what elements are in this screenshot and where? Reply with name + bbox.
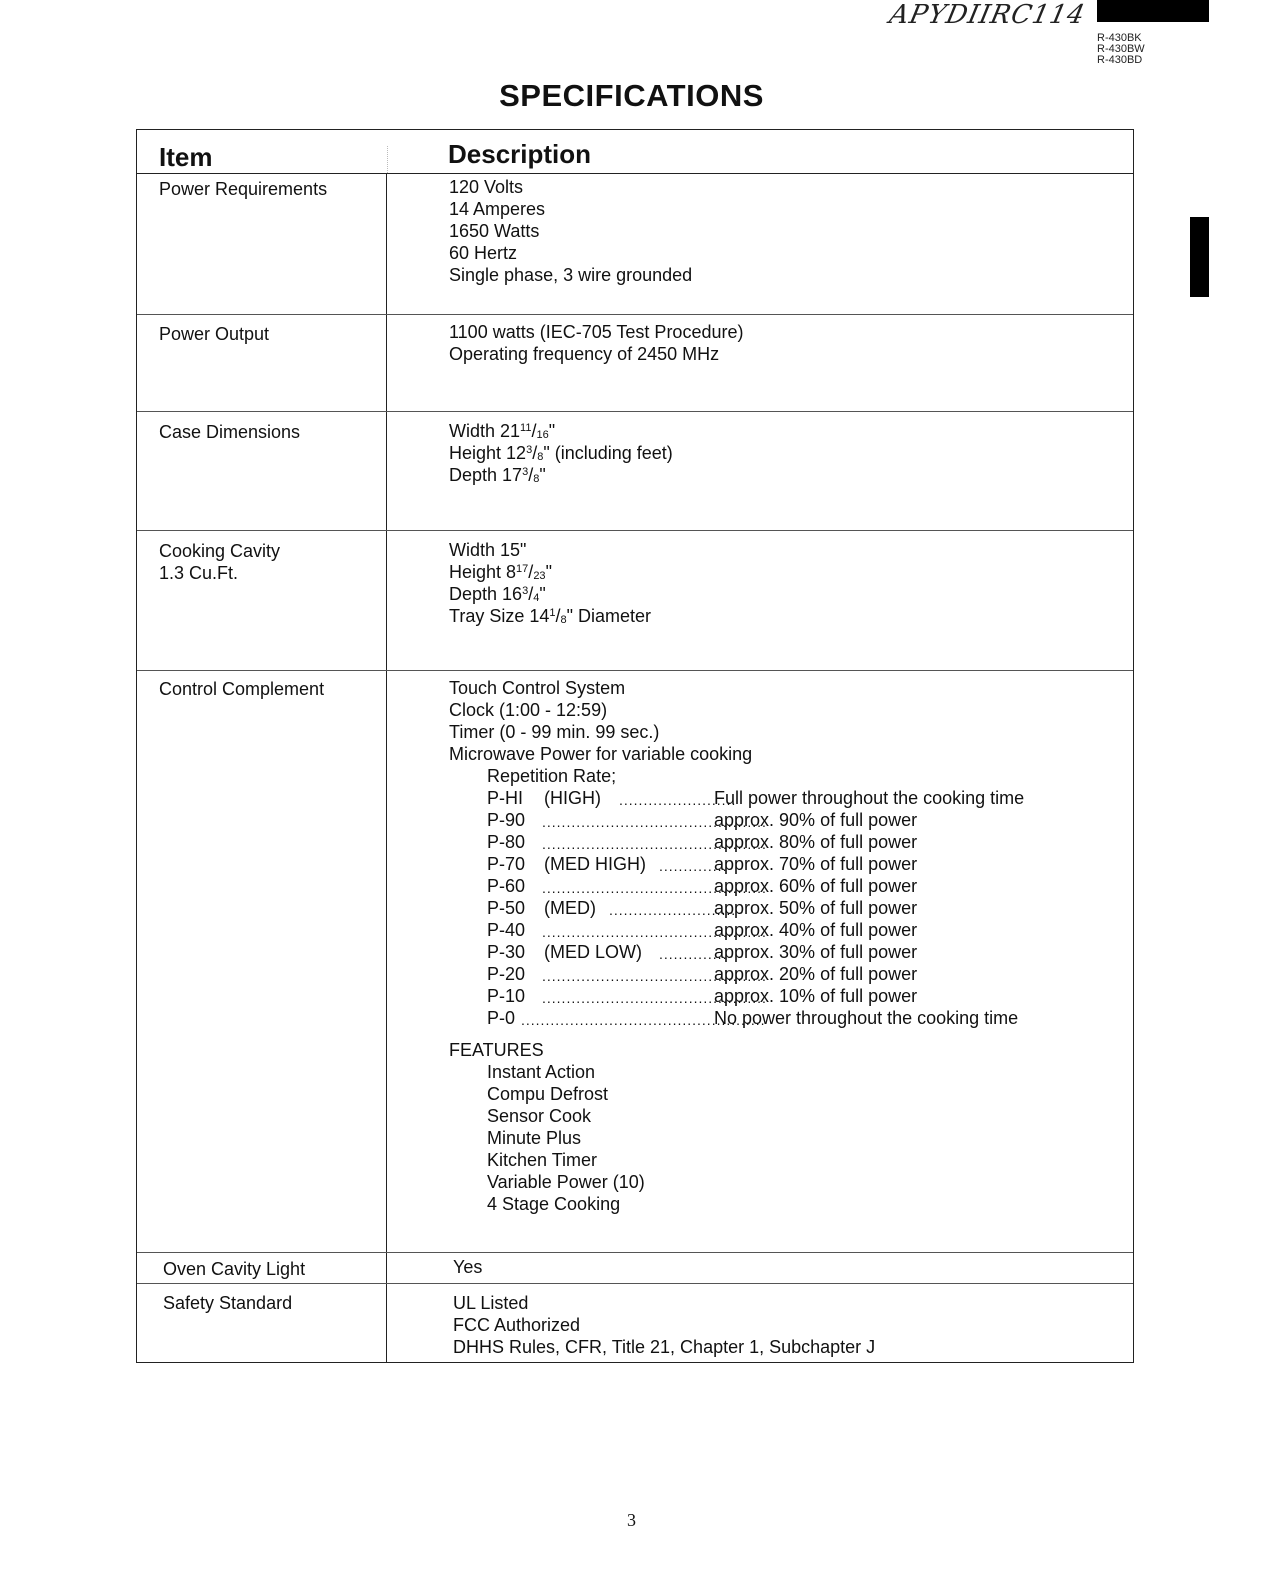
feature-item: Minute Plus	[487, 1128, 582, 1148]
row-safety-standard	[137, 1284, 1133, 1363]
desc-line: 1650 Watts	[449, 221, 540, 241]
power-level-row: P-20 .............................................. approx. 20% of full power	[487, 964, 918, 984]
column-divider	[386, 1253, 387, 1283]
header-description: Description	[448, 139, 592, 169]
desc-line: Width 15"	[449, 540, 527, 560]
power-level-row: P-0 .................................................. No power throughout the cooking time	[487, 1008, 1019, 1028]
feature-item: Sensor Cook	[487, 1106, 592, 1126]
desc-line: Width $21^{11}/_{16}$"	[449, 421, 556, 441]
desc-line: Height $12^3/_8$" (including feet)	[449, 443, 673, 463]
desc-line: Single phase, 3 wire grounded	[449, 265, 693, 285]
column-divider	[386, 531, 387, 670]
power-level-row: P-50 (MED) .......................... approx. 50% of full power	[487, 898, 918, 918]
row-power-output	[137, 315, 1133, 412]
row-cooking-cavity	[137, 531, 1133, 671]
desc-line: 1100 watts (IEC-705 Test Procedure)	[449, 322, 744, 342]
desc-line: Depth $16^3/_4$"	[449, 584, 546, 604]
desc-line: 60 Hertz	[449, 243, 518, 263]
description	[453, 1292, 875, 1358]
desc-line: Operating frequency of 2450 MHz	[449, 344, 720, 364]
desc-line: 14 Amperes	[449, 199, 546, 219]
desc-line: Height $8^{17}/_{23}$"	[449, 562, 552, 582]
page-title: SPECIFICATIONS	[499, 78, 764, 113]
item-label: Power Output	[159, 324, 270, 344]
power-level-row: P-60 .............................................. approx. 60% of full power	[487, 876, 918, 896]
specifications-table	[136, 129, 1134, 1363]
item-label: Oven Cavity Light	[163, 1259, 306, 1279]
feature-item: Compu Defrost	[487, 1084, 609, 1104]
description	[449, 677, 1025, 1215]
column-divider	[386, 412, 387, 530]
item-label: Safety Standard	[163, 1293, 293, 1313]
power-level-row: P-HI (HIGH) ........................ Full power throughout the cooking time	[487, 788, 1025, 808]
desc-line: Microwave Power for variable cooking	[449, 744, 753, 764]
power-level-row: P-30 (MED LOW) .............. approx. 30% of full power	[487, 942, 918, 962]
desc-line: UL Listed	[453, 1293, 529, 1313]
column-divider	[386, 1284, 387, 1362]
table-header	[137, 130, 1133, 174]
power-level-row: P-90 .............................................. approx. 90% of full power	[487, 810, 918, 830]
model-number: R-430BK	[1097, 32, 1142, 44]
column-divider	[386, 671, 387, 1252]
model-number: R-430BW	[1097, 43, 1145, 55]
power-level-row: P-80 .............................................. approx. 80% of full power	[487, 832, 918, 852]
desc-line: Depth $17^3/_8$"	[449, 465, 546, 485]
desc-line: Timer (0 - 99 min. 99 sec.)	[449, 722, 660, 742]
item-label: Cooking Cavity 1.3 Cu.Ft.	[159, 541, 281, 583]
model-numbers	[1097, 33, 1145, 66]
item-label: Case Dimensions	[159, 422, 301, 442]
feature-item: Kitchen Timer	[487, 1150, 598, 1170]
power-level-row: P-10 .............................................. approx. 10% of full power	[487, 986, 918, 1006]
power-level-row: P-70 (MED HIGH) .............. approx. 70% of full power	[487, 854, 918, 874]
row-power-requirements	[137, 174, 1133, 315]
item-label: Power Requirements	[159, 179, 328, 199]
desc-line: Clock (1:00 - 12:59)	[449, 700, 608, 720]
desc-line: Yes	[453, 1257, 483, 1277]
column-divider	[386, 174, 387, 314]
description	[449, 176, 692, 286]
desc-line: Tray Size $14^1/_8$" Diameter	[449, 606, 652, 626]
header-divider	[387, 146, 388, 173]
description	[449, 539, 651, 627]
model-number: R-430BD	[1097, 54, 1143, 66]
page-number: 3	[627, 1510, 636, 1530]
power-level-row: P-40 .............................................. approx. 40% of full power	[487, 920, 918, 940]
handwritten-code: APYDIIRC114	[886, 0, 1089, 30]
header-item: Item	[159, 142, 213, 172]
row-control-complement	[137, 671, 1133, 1253]
desc-line: DHHS Rules, CFR, Title 21, Chapter 1, Subchapter J	[453, 1337, 876, 1357]
row-case-dimensions	[137, 412, 1133, 531]
feature-item: Instant Action	[487, 1062, 596, 1082]
features-title: FEATURES	[449, 1040, 544, 1060]
desc-line: Touch Control System	[449, 678, 626, 698]
desc-line: FCC Authorized	[453, 1315, 581, 1335]
desc-line: 120 Volts	[449, 177, 524, 197]
column-divider	[386, 315, 387, 411]
side-thumb-mark	[1190, 217, 1209, 297]
feature-item: 4 Stage Cooking	[487, 1194, 621, 1214]
repetition-rate-label: Repetition Rate;	[487, 766, 617, 786]
description	[449, 321, 743, 365]
feature-item: Variable Power (10)	[487, 1172, 645, 1192]
item-label: Control Complement	[159, 679, 325, 699]
description	[449, 420, 673, 486]
corner-black-bar	[1097, 0, 1209, 22]
description	[453, 1256, 482, 1278]
row-oven-cavity-light	[137, 1253, 1133, 1284]
